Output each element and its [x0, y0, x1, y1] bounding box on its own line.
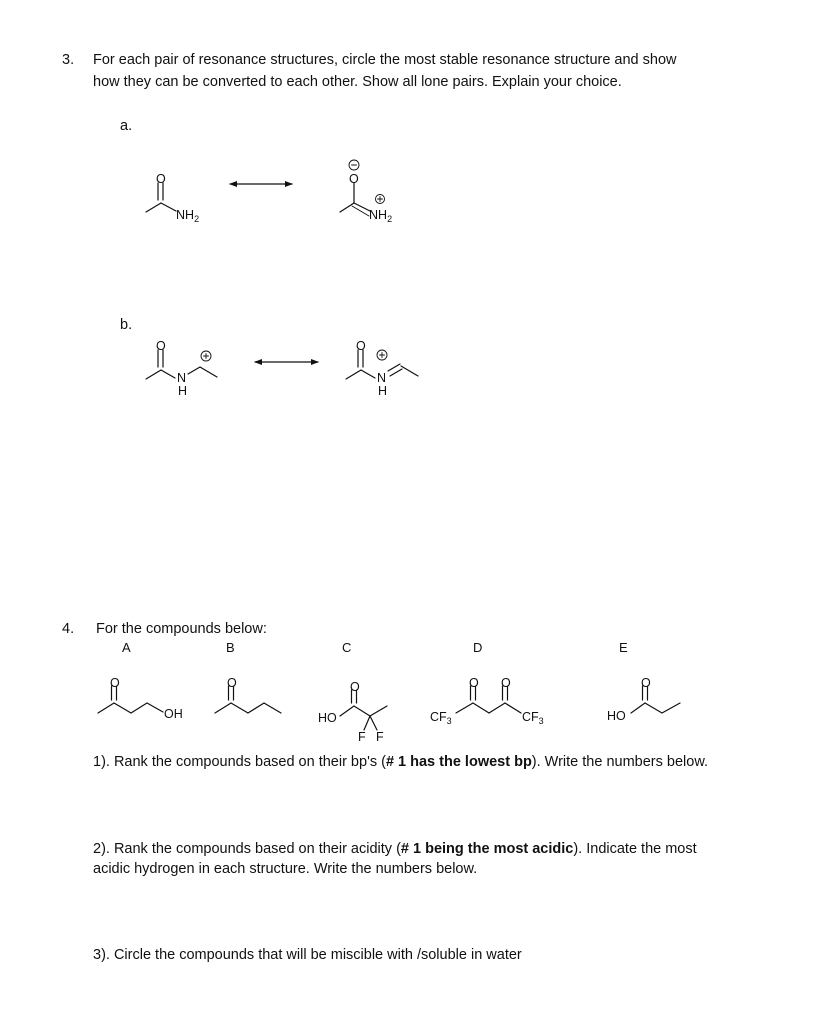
- oxygen-e: O: [641, 676, 651, 690]
- oxygen-3b-left: O: [156, 339, 166, 353]
- q4-question-3: 3). Circle the compounds that will be miscible with /soluble in water: [93, 947, 522, 963]
- fluorine-c-1: F: [358, 730, 366, 744]
- compound-a: [98, 686, 163, 713]
- cf-d-left: CF: [430, 710, 447, 724]
- q3-number: 3.: [62, 52, 75, 68]
- oxygen-3a-right: O: [349, 172, 359, 186]
- compound-label-c: C: [342, 640, 352, 655]
- hydrogen-3b-right: H: [378, 384, 388, 398]
- q3-line2: how they can be converted to each other. Show all lone pairs. Explain your choice.: [93, 74, 622, 90]
- sub2-3a-right: 2: [387, 214, 393, 224]
- compound-e: [631, 686, 680, 713]
- q3-line1: For each pair of resonance structures, circle the most stable resonance structure and show: [93, 52, 677, 68]
- hydroxyl-a: OH: [164, 707, 183, 721]
- fluorine-c-2: F: [376, 730, 384, 744]
- q3-part-b: b.: [120, 317, 133, 333]
- cf3-d-right: [522, 710, 544, 726]
- q4-q1-bold: # 1 has the lowest bp: [385, 754, 532, 770]
- oxygen-d-2: O: [501, 676, 511, 690]
- q3-part-a: a.: [120, 118, 133, 134]
- q4-q2-post: ). Indicate the most: [573, 841, 697, 857]
- nh2-3a-left: [176, 208, 199, 224]
- hydroxyl-c: HO: [318, 711, 337, 725]
- nh-3a-left: NH: [176, 208, 195, 222]
- q4-number: 4.: [62, 621, 75, 637]
- cf3-d-left: [430, 710, 452, 726]
- q4-q1-post: ). Write the numbers below.: [531, 754, 709, 770]
- oxygen-c: O: [350, 680, 360, 694]
- oxygen-3b-right: O: [356, 339, 366, 353]
- oxygen-3a-left: O: [156, 172, 166, 186]
- q4-q1-pre: 1). Rank the compounds based on their bp's (: [93, 754, 386, 770]
- nitrogen-3b-left: N: [177, 371, 187, 385]
- compound-d: [456, 686, 521, 713]
- cf-d-right: CF: [522, 710, 539, 724]
- structure-3a-left: [146, 183, 176, 212]
- nitrogen-3b-right: N: [377, 371, 387, 385]
- q4-intro: For the compounds below:: [96, 621, 267, 637]
- hydrogen-3b-left: H: [178, 384, 188, 398]
- oxygen-a: O: [110, 676, 120, 690]
- sub3-d-right: 3: [538, 716, 544, 726]
- compound-b: [215, 686, 281, 713]
- compound-label-d: D: [473, 640, 483, 655]
- oxygen-d-1: O: [469, 676, 479, 690]
- nh-3a-right: NH: [369, 208, 388, 222]
- compound-label-e: E: [619, 640, 628, 655]
- oxygen-b: O: [227, 676, 237, 690]
- q4-q2-bold: # 1 being the most acidic: [400, 841, 574, 857]
- compound-c: [340, 690, 387, 730]
- compound-label-b: B: [226, 640, 235, 655]
- sub3-d-left: 3: [446, 716, 452, 726]
- atom-labels: [110, 172, 651, 744]
- q4-question-2-line2: acidic hydrogen in each structure. Write the numbers below.: [93, 861, 478, 877]
- q4-q2-pre: 2). Rank the compounds based on their acidity (: [93, 841, 401, 857]
- hydroxyl-e: HO: [607, 709, 626, 723]
- nh2-3a-right: [369, 208, 392, 224]
- compound-label-a: A: [122, 640, 131, 655]
- sub2-3a-left: 2: [194, 214, 200, 224]
